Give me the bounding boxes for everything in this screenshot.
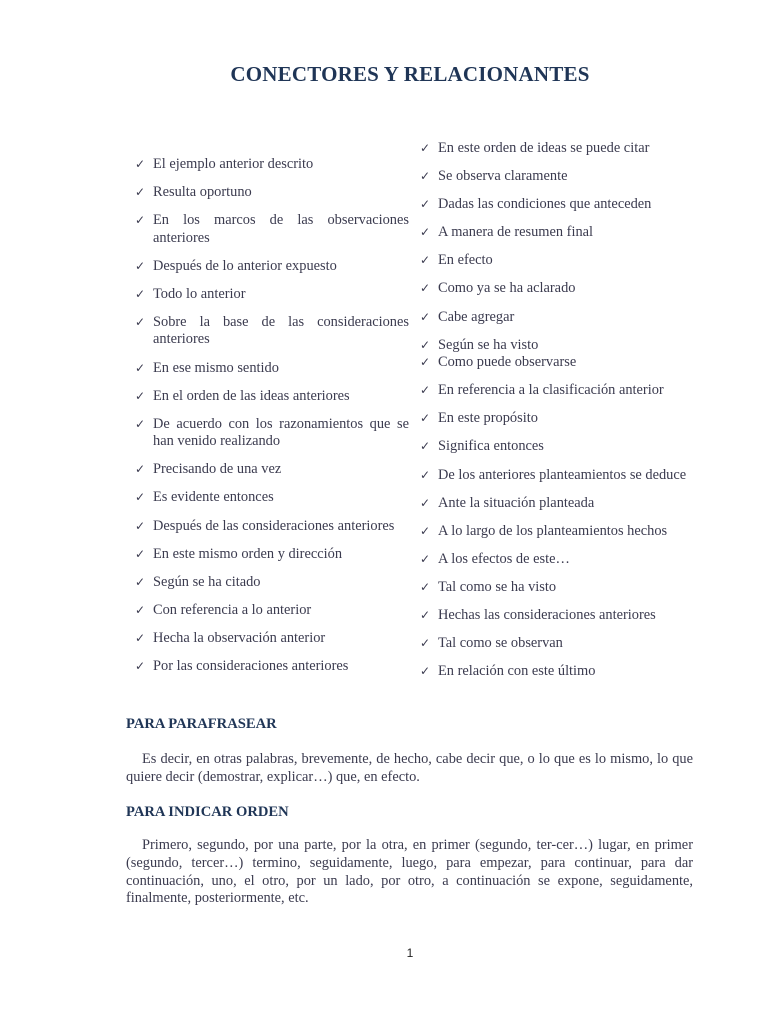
checkmark-icon: ✓ [135, 388, 146, 403]
list-item: ✓ En este propósito [420, 410, 538, 427]
checkmark-icon: ✓ [135, 157, 146, 171]
checkmark-icon: ✓ [420, 551, 431, 566]
checkmark-icon: ✓ [420, 636, 431, 651]
checkmark-icon: ✓ [135, 602, 146, 617]
list-item: ✓ Dadas las condiciones que anteceden [420, 196, 652, 213]
checkmark-icon: ✓ [420, 383, 431, 398]
list-item: ✓ En este orden de ideas se puede citar [420, 140, 650, 156]
list-item: ✓ Según se ha citado [135, 573, 261, 590]
list-item: ✓ De los anteriores planteamientos se deduce [420, 466, 687, 483]
checkmark-icon: ✓ [420, 608, 431, 622]
list-item: ✓ En el orden de las ideas anteriores [135, 387, 350, 404]
page-number: 1 [406, 946, 414, 960]
checkmark-icon: ✓ [420, 523, 431, 538]
list-item: ✓ Después de lo anterior expuesto [135, 257, 337, 274]
checkmark-icon: ✓ [135, 462, 146, 477]
checkmark-icon: ✓ [135, 574, 146, 589]
connectors-list-left [135, 156, 409, 686]
checkmark-icon: ✓ [135, 490, 146, 505]
list-item: ✓ Se observa claramente [420, 168, 568, 185]
list-item: ✓ Es evidente entonces [135, 489, 274, 506]
list-item: ✓ Hecha la observación anterior [135, 629, 326, 646]
checkmark-icon: ✓ [135, 314, 146, 329]
list-item: ✓ Sobre la base de las consideraciones anteriores [135, 313, 409, 348]
section-heading-orden: PARA INDICAR ORDEN [126, 804, 289, 820]
list-item: ✓ Tal como se observan [420, 635, 563, 652]
checkmark-icon: ✓ [420, 439, 431, 454]
list-item: ✓ Por las consideraciones anteriores [135, 658, 349, 674]
list-item: ✓ El ejemplo anterior descrito [135, 156, 314, 172]
checkmark-icon: ✓ [135, 659, 146, 673]
list-item: ✓ Según se ha visto [420, 336, 539, 353]
checkmark-icon: ✓ [420, 225, 431, 240]
checkmark-icon: ✓ [420, 281, 431, 296]
list-item: ✓ En este mismo orden y dirección [135, 545, 343, 562]
checkmark-icon: ✓ [420, 309, 431, 324]
list-item: ✓ En ese mismo sentido [135, 359, 279, 376]
checkmark-icon: ✓ [135, 213, 146, 228]
list-item: ✓ Tal como se ha visto [420, 578, 557, 595]
list-item: ✓ A lo largo de los planteamientos hechos [420, 522, 668, 539]
checkmark-icon: ✓ [135, 546, 146, 561]
list-item: ✓ A manera de resumen final [420, 224, 594, 241]
list-item: ✓ Todo lo anterior [135, 285, 246, 302]
list-item: ✓ En los marcos de las observaciones anteriores [135, 212, 409, 246]
list-item: ✓ Con referencia a lo anterior [135, 601, 312, 618]
paragraph-parafrasear: Es decir, en otras palabras, brevemente, de hecho, cabe decir que, o lo que es lo mismo, lo que quiere decir (demostrar, explicar…) que, en efecto. [126, 751, 693, 785]
checkmark-icon: ✓ [135, 286, 146, 301]
checkmark-icon: ✓ [135, 416, 146, 431]
checkmark-icon: ✓ [135, 360, 146, 375]
checkmark-icon: ✓ [135, 185, 146, 200]
checkmark-icon: ✓ [420, 141, 431, 155]
list-item: ✓ Como puede observarse [420, 354, 577, 371]
connectors-list-right [420, 140, 694, 691]
checkmark-icon: ✓ [420, 411, 431, 426]
checkmark-icon: ✓ [420, 467, 431, 482]
checkmark-icon: ✓ [420, 495, 431, 510]
list-item: ✓ En referencia a la clasificación anterior [420, 382, 664, 399]
list-item: ✓ Resulta oportuno [135, 184, 252, 201]
checkmark-icon: ✓ [420, 253, 431, 268]
paragraph-orden: Primero, segundo, por una parte, por la otra, en primer (segundo, ter-cer…) lugar, en primer (segundo, tercer…) termino, seguidamente, luego, para empezar, para continuar, para dar continuación, uno, el otro, por un lado, por otro, a continuación se expone, seguidamente, finalmente, posteriormente, etc. [126, 837, 693, 907]
list-item: ✓ A los efectos de este… [420, 550, 570, 567]
checkmark-icon: ✓ [135, 258, 146, 273]
section-heading-parafrasear: PARA PARAFRASEAR [126, 716, 277, 732]
checkmark-icon: ✓ [420, 355, 431, 370]
checkmark-icon: ✓ [135, 630, 146, 645]
list-item: ✓ Ante la situación planteada [420, 494, 595, 511]
list-item: ✓ En relación con este último [420, 663, 596, 680]
page-title: CONECTORES Y RELACIONANTES [230, 62, 590, 86]
list-item: ✓ Cabe agregar [420, 308, 515, 325]
checkmark-icon: ✓ [135, 518, 146, 533]
list-item: ✓ Significa entonces [420, 438, 544, 455]
list-item: ✓ En efecto [420, 252, 493, 269]
checkmark-icon: ✓ [420, 169, 431, 184]
checkmark-icon: ✓ [420, 337, 431, 352]
list-item: ✓ Hechas las consideraciones anteriores [420, 607, 656, 623]
list-item: ✓ Como ya se ha aclarado [420, 280, 576, 297]
checkmark-icon: ✓ [420, 197, 431, 212]
checkmark-icon: ✓ [420, 579, 431, 594]
list-item: ✓ Precisando de una vez [135, 461, 282, 478]
list-item: ✓ De acuerdo con los razonamientos que se han venido realizando [135, 415, 409, 450]
checkmark-icon: ✓ [420, 664, 431, 679]
list-item: ✓ Después de las consideraciones anteriores [135, 517, 395, 534]
